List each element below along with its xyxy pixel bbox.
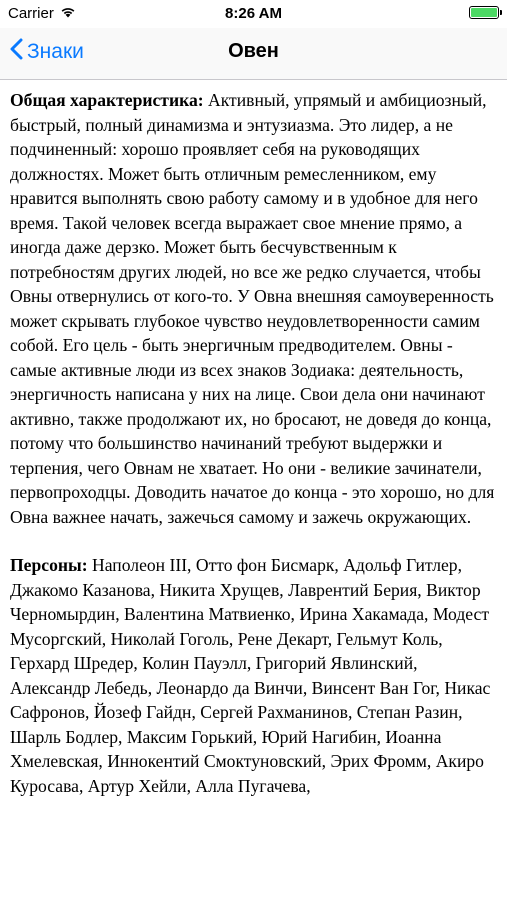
nav-bar [0, 28, 507, 80]
carrier-label: Carrier [8, 5, 54, 22]
persons-paragraph [10, 553, 497, 798]
content-scroll[interactable] [10, 88, 497, 900]
general-text: Активный, упрямый и амбициозный, быстрый, полный динамизма и энтузиазма. Это лидер, а не подчиненный: хорошо проявляет себя на руководящих должностях. Может быть отличным ремесленником, ему нравится выполнять свою работу самому и в удобное для него время. Такой человек всегда выражает свое мнение прямо, а иногда даже дерзко. Может быть бесчувственным к потребностям других людей, но все же редко случается, чтобы Овны отвернулись от кого-то. У Овна внешняя самоуверенность может скрывать глубокое чувство неудовлетворенности самим собой. Его цель - быть энергичным предводителем. Овны - самые активные люди из всех знаков Зодиака: деятельность, энергичность написана у них на лице. Свои дела они начинают активно, также продолжают их, но бросают, не доведя до конца, потому что большинство начинаний требуют выдержки и терпения, чего Овнам не хватает. Но они - великие зачинатели, первопроходцы. Доводить начатое до конца - это хорошо, но для Овна важнее начать, зажечься самому и зажечь окружающих. [10, 90, 495, 527]
persons-text: Наполеон III, Отто фон Бисмарк, Адольф Гитлер, Джакомо Казанова, Никита Хрущев, Лаврентий Берия, Виктор Черномырдин, Валентина Матвиенко, Ирина Хакамада, Модест Мусоргский, Николай Гоголь, Рене Декарт, Гельмут Коль, Герхард Шредер, Колин Пауэлл, Григорий Явлинский, Александр Лебедь, Леонардо да Винчи, Винсент Ван Гог, Никас Сафронов, Йозеф Гайдн, Сергей Рахманинов, Степан Разин, Шарль Бодлер, Максим Горький, Юрий Нагибин, Иоанна Хмелевская, Иннокентий Смоктуновский, Эрих Фромм, Акиро Куросава, Артур Хейли, Алла Пугачева, [10, 555, 491, 796]
status-time: 8:26 AM [225, 5, 282, 22]
battery-icon [469, 6, 499, 19]
status-bar [0, 0, 507, 28]
battery-fill [471, 8, 497, 17]
back-button-label: Знаки [27, 40, 84, 63]
page-title: Овен [228, 40, 279, 62]
general-label: Общая характеристика: [10, 90, 204, 110]
persons-label: Персоны: [10, 555, 88, 575]
status-right [469, 6, 499, 19]
general-paragraph [10, 88, 497, 529]
